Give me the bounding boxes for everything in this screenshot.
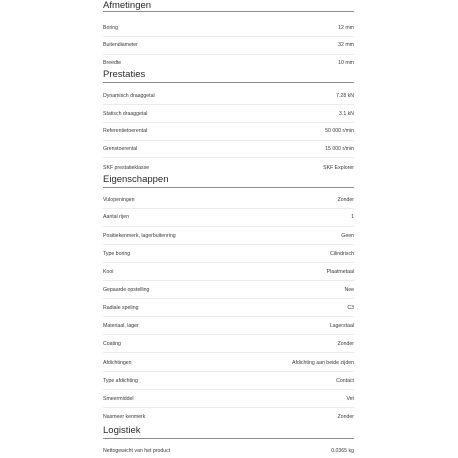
spec-label: Nasmeer kenmerk <box>103 414 146 420</box>
spec-label: Aantal rijen <box>103 214 129 220</box>
row-divider <box>103 122 354 123</box>
spec-value: Vet <box>346 396 354 402</box>
spec-label: Type boring <box>103 251 131 257</box>
spec-value: Nee <box>344 287 354 293</box>
section-divider <box>103 11 354 12</box>
spec-label: Kooi <box>103 269 114 275</box>
spec-label: Statisch draaggetal <box>103 111 148 117</box>
row-divider <box>103 140 354 141</box>
spec-value: 7.28 kN <box>336 93 354 99</box>
spec-label: Boring <box>103 25 118 31</box>
spec-label: Grenstoerental <box>103 146 138 152</box>
spec-value: 50 000 r/min <box>325 128 354 134</box>
row-divider <box>103 157 354 158</box>
spec-value: Zonder <box>337 341 354 347</box>
spec-label: Gepaarde opstelling <box>103 287 150 293</box>
section-divider <box>103 82 354 83</box>
spec-value: Geen <box>341 233 354 239</box>
row-divider <box>103 352 354 353</box>
spec-value: 32 mm <box>338 42 354 48</box>
section-divider <box>103 187 354 188</box>
spec-value: C3 <box>347 305 354 311</box>
spec-value: SKF Explorer <box>323 165 354 171</box>
section-title: Afmetingen <box>103 0 152 11</box>
spec-label: Dynamisch draaggetal <box>103 93 155 99</box>
spec-label: Buitendiameter <box>103 42 138 48</box>
spec-label: Radiale speling <box>103 305 139 311</box>
section-title: Eigenschappen <box>103 174 169 185</box>
section-divider <box>103 438 354 439</box>
spec-label: Referentietoerental <box>103 128 148 134</box>
spec-label: Nettogewicht van het product <box>103 448 171 454</box>
spec-label: Afdichtingen <box>103 360 132 366</box>
row-divider <box>103 371 354 372</box>
row-divider <box>103 407 354 408</box>
section-title: Prestaties <box>103 69 146 80</box>
row-divider <box>103 226 354 227</box>
row-divider <box>103 280 354 281</box>
row-divider <box>103 54 354 55</box>
spec-label: Smeermiddel <box>103 396 134 402</box>
row-divider <box>103 389 354 390</box>
spec-value: 15 000 r/min <box>325 146 354 152</box>
spec-value: Cilindrisch <box>330 251 354 257</box>
spec-label: Vulopeningen <box>103 197 135 203</box>
spec-value: Plaatmetaal <box>326 269 354 275</box>
spec-value: 12 mm <box>338 25 354 31</box>
spec-label: Positiekenmerk, lagerbuitenring <box>103 233 176 239</box>
spec-label: SKF prestatieklasse <box>103 165 150 171</box>
spec-value: Zonder <box>337 414 354 420</box>
row-divider <box>103 262 354 263</box>
row-divider <box>103 244 354 245</box>
spec-value: 1 <box>351 214 354 220</box>
spec-label: Materiaal, lager <box>103 323 139 329</box>
spec-value: 10 mm <box>338 60 354 66</box>
spec-label: Coating <box>103 341 121 347</box>
spec-value: 3.1 kN <box>339 111 354 117</box>
section-title: Logistiek <box>103 425 141 436</box>
row-divider <box>103 298 354 299</box>
spec-value: Afdichting aan beide zijden <box>291 360 354 366</box>
spec-value: Contact <box>336 378 354 384</box>
row-divider <box>103 36 354 37</box>
spec-label: Breedte <box>103 60 122 66</box>
spec-value: Zonder <box>337 197 354 203</box>
row-divider <box>103 316 354 317</box>
spec-label: Type afdichting <box>103 378 138 384</box>
row-divider <box>103 104 354 105</box>
spec-value: 0.0365 kg <box>331 448 354 454</box>
row-divider <box>103 334 354 335</box>
spec-value: Lagerstaal <box>329 323 354 329</box>
row-divider <box>103 208 354 209</box>
